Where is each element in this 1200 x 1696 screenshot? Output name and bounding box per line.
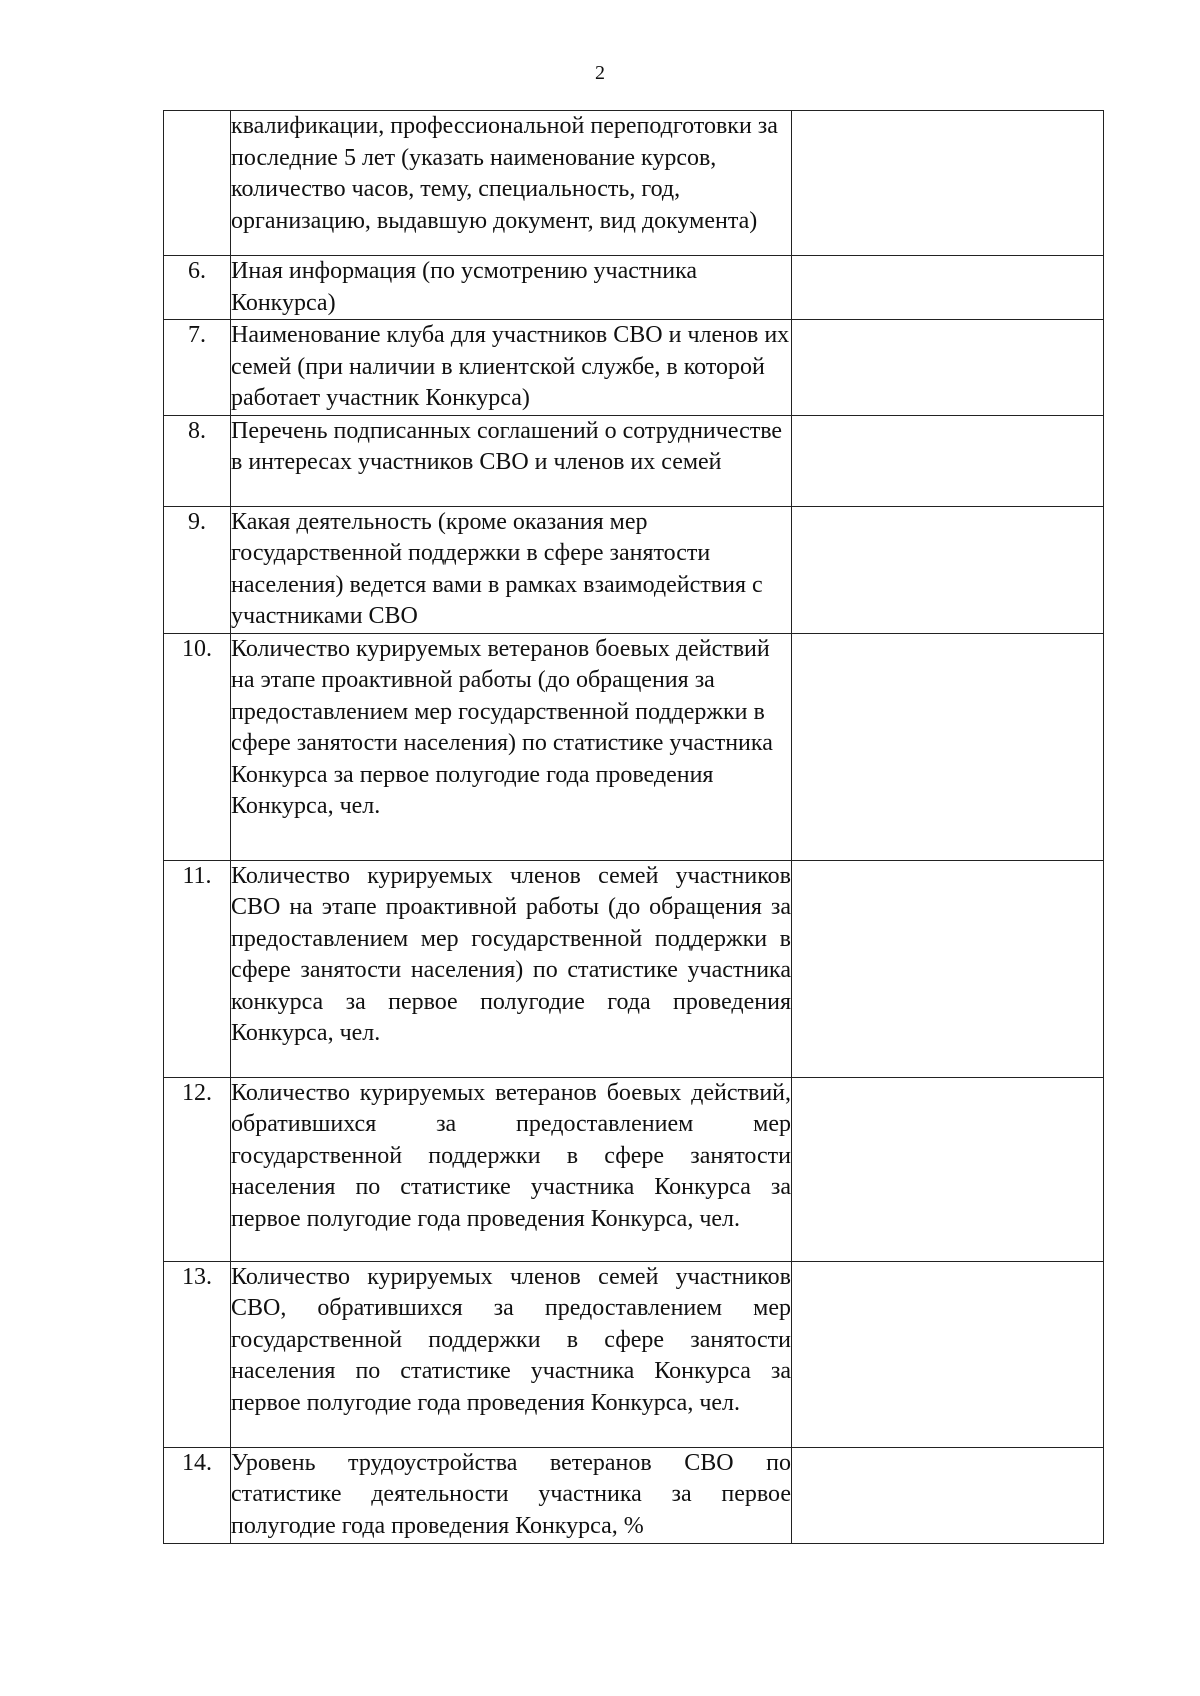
row-question-text: Количество курируемых членов семей участников СВО, обратившихся за предоставлением мер государственной поддержки в сфере занятости населения по статистике участника Конкурса за первое полугодие года проведения Конкурса, чел.	[231, 1263, 791, 1416]
row-answer-field[interactable]	[792, 1261, 1104, 1447]
table-row	[164, 1447, 1104, 1543]
row-answer-field[interactable]	[792, 415, 1104, 506]
row-answer-field[interactable]	[792, 256, 1104, 320]
row-question-cell	[231, 860, 792, 1077]
table-row	[164, 320, 1104, 416]
row-number-cell: 10.	[164, 633, 231, 860]
table-row	[164, 506, 1104, 633]
row-number-cell: 7.	[164, 320, 231, 416]
row-answer-field[interactable]	[792, 633, 1104, 860]
row-number-cell: 13.	[164, 1261, 231, 1447]
table-row	[164, 415, 1104, 506]
row-answer-field[interactable]	[792, 1447, 1104, 1543]
row-question-text: Количество курируемых членов семей участников СВО на этапе проактивной работы (до обращения за предоставлением мер государственной поддержки в сфере занятости населения) по статистике участника конкурса за первое полугодие года проведения Конкурса, чел.	[231, 862, 791, 1046]
row-question-cell	[231, 1447, 792, 1543]
questionnaire-table	[163, 110, 1104, 1544]
row-question-text: Наименование клуба для участников СВО и членов их семей (при наличии в клиентской службе, в которой работает участник Конкурса)	[231, 322, 790, 411]
table-row	[164, 1261, 1104, 1447]
row-number-cell: 12.	[164, 1077, 231, 1261]
row-number-cell: 6.	[164, 256, 231, 320]
row-question-text: Перечень подписанных соглашений о сотрудничестве в интересах участников СВО и членов их семей	[231, 417, 783, 475]
row-question-text: квалификации, профессиональной переподготовки за последние 5 лет (указать наименование курсов, количество часов, тему, специальность, год, организацию, выдавшую документ, вид документа)	[231, 113, 778, 234]
row-question-cell	[231, 633, 792, 860]
row-number-cell: 9.	[164, 506, 231, 633]
row-question-cell	[231, 111, 792, 256]
table-row	[164, 633, 1104, 860]
row-number-cell: 8.	[164, 415, 231, 506]
row-question-text: Уровень трудоустройства ветеранов СВО по статистике деятельности участника за первое полугодие года проведения Конкурса, %	[231, 1449, 791, 1539]
table-row	[164, 860, 1104, 1077]
row-answer-field[interactable]	[792, 860, 1104, 1077]
row-question-text: Количество курируемых ветеранов боевых действий на этапе проактивной работы (до обращения за предоставлением мер государственной поддержки в сфере занятости населения) по статистике участника Конкурса за первое полугодие года проведения Конкурса, чел.	[231, 635, 773, 819]
row-question-cell	[231, 1261, 792, 1447]
table-row	[164, 111, 1104, 256]
row-question-cell	[231, 506, 792, 633]
row-answer-field[interactable]	[792, 320, 1104, 416]
row-question-text: Количество курируемых ветеранов боевых действий, обратившихся за предоставлением мер государственной поддержки в сфере занятости населения по статистике участника Конкурса за первое полугодие года проведения Конкурса, чел.	[231, 1079, 791, 1232]
row-number-cell: 14.	[164, 1447, 231, 1543]
row-answer-field[interactable]	[792, 506, 1104, 633]
page-number: 2	[595, 62, 605, 84]
row-question-text: Какая деятельность (кроме оказания мер государственной поддержки в сфере занятости населения) ведется вами в рамках взаимодействия с участниками СВО	[231, 508, 763, 629]
row-question-cell	[231, 415, 792, 506]
row-question-cell	[231, 256, 792, 320]
row-answer-field[interactable]	[792, 111, 1104, 256]
table-row	[164, 1077, 1104, 1261]
row-question-text: Иная информация (по усмотрению участника Конкурса)	[231, 258, 698, 316]
row-number-cell	[164, 111, 231, 256]
row-question-cell	[231, 1077, 792, 1261]
row-answer-field[interactable]	[792, 1077, 1104, 1261]
row-number-cell: 11.	[164, 860, 231, 1077]
table-row	[164, 256, 1104, 320]
row-question-cell	[231, 320, 792, 416]
